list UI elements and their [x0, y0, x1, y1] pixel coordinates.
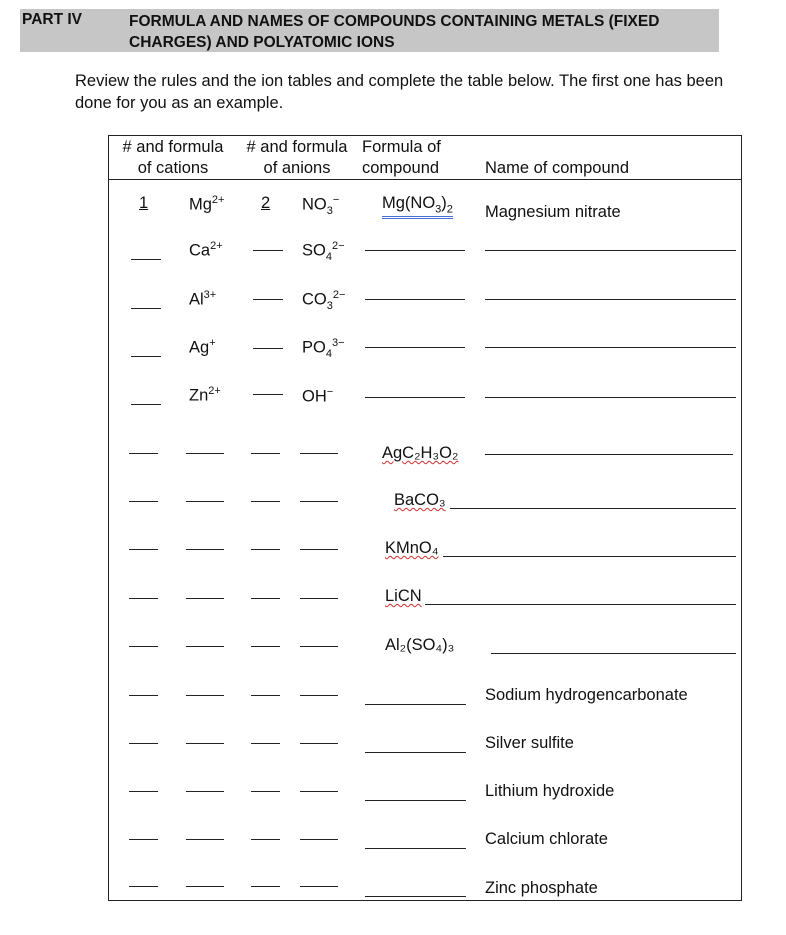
anion-count-blank[interactable]: [251, 646, 280, 647]
cation-blank[interactable]: [186, 695, 224, 696]
anion-count-blank[interactable]: [251, 549, 280, 550]
cation-blank[interactable]: [186, 791, 224, 792]
given-formula: [382, 444, 458, 463]
page-title: FORMULA AND NAMES OF COMPOUNDS CONTAINING METALS (FIXED CHARGES) AND POLYATOMIC IONS: [129, 13, 660, 51]
cation-count-blank[interactable]: [129, 598, 158, 599]
anion-count-blank[interactable]: [253, 299, 283, 300]
cation-ion: $Al^{3+}$: [189, 289, 217, 309]
cation-blank[interactable]: [186, 839, 224, 840]
anion-blank[interactable]: [300, 886, 338, 887]
anion-ion: $PO_4^{3-}$: [302, 337, 345, 360]
col-header-name: Name of compound: [485, 159, 629, 177]
anion-ion: $CO_3^{2-}$: [302, 289, 346, 312]
formula-blank[interactable]: [365, 299, 465, 300]
cation-ion: Ag+: [189, 337, 216, 357]
anion-ion: $SO_4^{2-}$: [302, 240, 345, 263]
given-formula: KMnO₄: [385, 539, 439, 557]
cation-blank[interactable]: [186, 501, 224, 502]
cation-count-blank[interactable]: [129, 549, 158, 550]
given-formula: LiCN: [385, 587, 422, 605]
cation-count-blank[interactable]: [129, 501, 158, 502]
name-blank[interactable]: [491, 653, 736, 654]
anion-count-blank[interactable]: [253, 394, 283, 395]
given-formula-text: AgC₂H₃O₂: [382, 444, 459, 462]
anion-count-blank[interactable]: [253, 250, 283, 251]
cation-blank[interactable]: [186, 886, 224, 887]
col-header-anions: # and formula of anions: [246, 138, 348, 177]
given-name: Lithium hydroxide: [485, 782, 615, 800]
example-cation: $Mg^{2+}$: [189, 194, 225, 214]
cation-ion: $Zn^{2+}$: [189, 385, 221, 405]
example-anion: $NO_3^-$: [302, 194, 340, 217]
part-label: PART IV: [22, 11, 82, 28]
anion-blank[interactable]: [300, 598, 338, 599]
formula-blank[interactable]: [365, 896, 466, 897]
cation-ion: $Ca^{2+}$: [189, 240, 223, 260]
formula-blank[interactable]: [365, 704, 466, 705]
cation-count-blank[interactable]: [131, 356, 161, 357]
col-header-cations: # and formula of cations: [122, 138, 224, 177]
formula-blank[interactable]: [365, 848, 466, 849]
anion-blank[interactable]: [300, 839, 338, 840]
header-divider: [108, 179, 742, 180]
cation-blank[interactable]: [186, 549, 224, 550]
anion-count-blank[interactable]: [251, 598, 280, 599]
anion-count-blank[interactable]: [251, 453, 280, 454]
cation-count-blank[interactable]: [131, 259, 161, 260]
example-formula: $Mg(NO_3)_2$: [382, 194, 453, 219]
name-blank[interactable]: [485, 299, 736, 300]
cation-blank[interactable]: [186, 646, 224, 647]
name-blank[interactable]: [485, 347, 736, 348]
anion-blank[interactable]: [300, 791, 338, 792]
name-blank[interactable]: [485, 250, 736, 251]
anion-count-blank[interactable]: [251, 886, 280, 887]
example-anion-count: 2: [261, 194, 271, 212]
name-blank[interactable]: [425, 604, 736, 605]
anion-blank[interactable]: [300, 695, 338, 696]
name-blank[interactable]: [485, 397, 736, 398]
given-name: Zinc phosphate: [485, 879, 598, 897]
anion-ion: OH−: [302, 386, 334, 406]
cation-blank[interactable]: [186, 598, 224, 599]
anion-blank[interactable]: [300, 646, 338, 647]
anion-blank[interactable]: [300, 549, 338, 550]
anion-count-blank[interactable]: [251, 791, 280, 792]
formula-blank[interactable]: [365, 752, 466, 753]
cation-count-blank[interactable]: [129, 791, 158, 792]
cation-blank[interactable]: [186, 743, 224, 744]
cation-count-blank[interactable]: [129, 839, 158, 840]
cation-count-blank[interactable]: [129, 743, 158, 744]
name-blank[interactable]: [450, 508, 736, 509]
example-name: Magnesium nitrate: [485, 203, 621, 221]
anion-count-blank[interactable]: [251, 695, 280, 696]
anion-count-blank[interactable]: [251, 839, 280, 840]
instructions: Review the rules and the ion tables and complete the table below. The first one has been done for you as an example.: [75, 72, 724, 112]
cation-count-blank[interactable]: [129, 646, 158, 647]
anion-blank[interactable]: [300, 743, 338, 744]
formula-blank[interactable]: [365, 250, 465, 251]
anion-count-blank[interactable]: [251, 743, 280, 744]
cation-count-blank[interactable]: [129, 453, 158, 454]
given-name: Calcium chlorate: [485, 830, 608, 848]
given-name: Silver sulfite: [485, 734, 574, 752]
cation-count-blank[interactable]: [131, 404, 161, 405]
name-blank[interactable]: [485, 454, 733, 455]
formula-blank[interactable]: [365, 397, 465, 398]
cation-blank[interactable]: [186, 453, 224, 454]
cation-count-blank[interactable]: [129, 886, 158, 887]
col-header-formula: Formula of compound: [362, 138, 441, 177]
formula-blank[interactable]: [365, 347, 465, 348]
cation-count-blank[interactable]: [129, 695, 158, 696]
example-cation-count: 1: [139, 194, 149, 212]
cation-count-blank[interactable]: [131, 308, 161, 309]
anion-count-blank[interactable]: [253, 348, 283, 349]
anion-blank[interactable]: [300, 453, 338, 454]
anion-count-blank[interactable]: [251, 501, 280, 502]
name-blank[interactable]: [443, 556, 736, 557]
formula-blank[interactable]: [365, 800, 466, 801]
given-formula: Al₂(SO₄)₃: [385, 636, 455, 654]
anion-blank[interactable]: [300, 501, 338, 502]
given-formula: BaCO₃: [394, 491, 446, 509]
given-name: Sodium hydrogencarbonate: [485, 686, 688, 704]
